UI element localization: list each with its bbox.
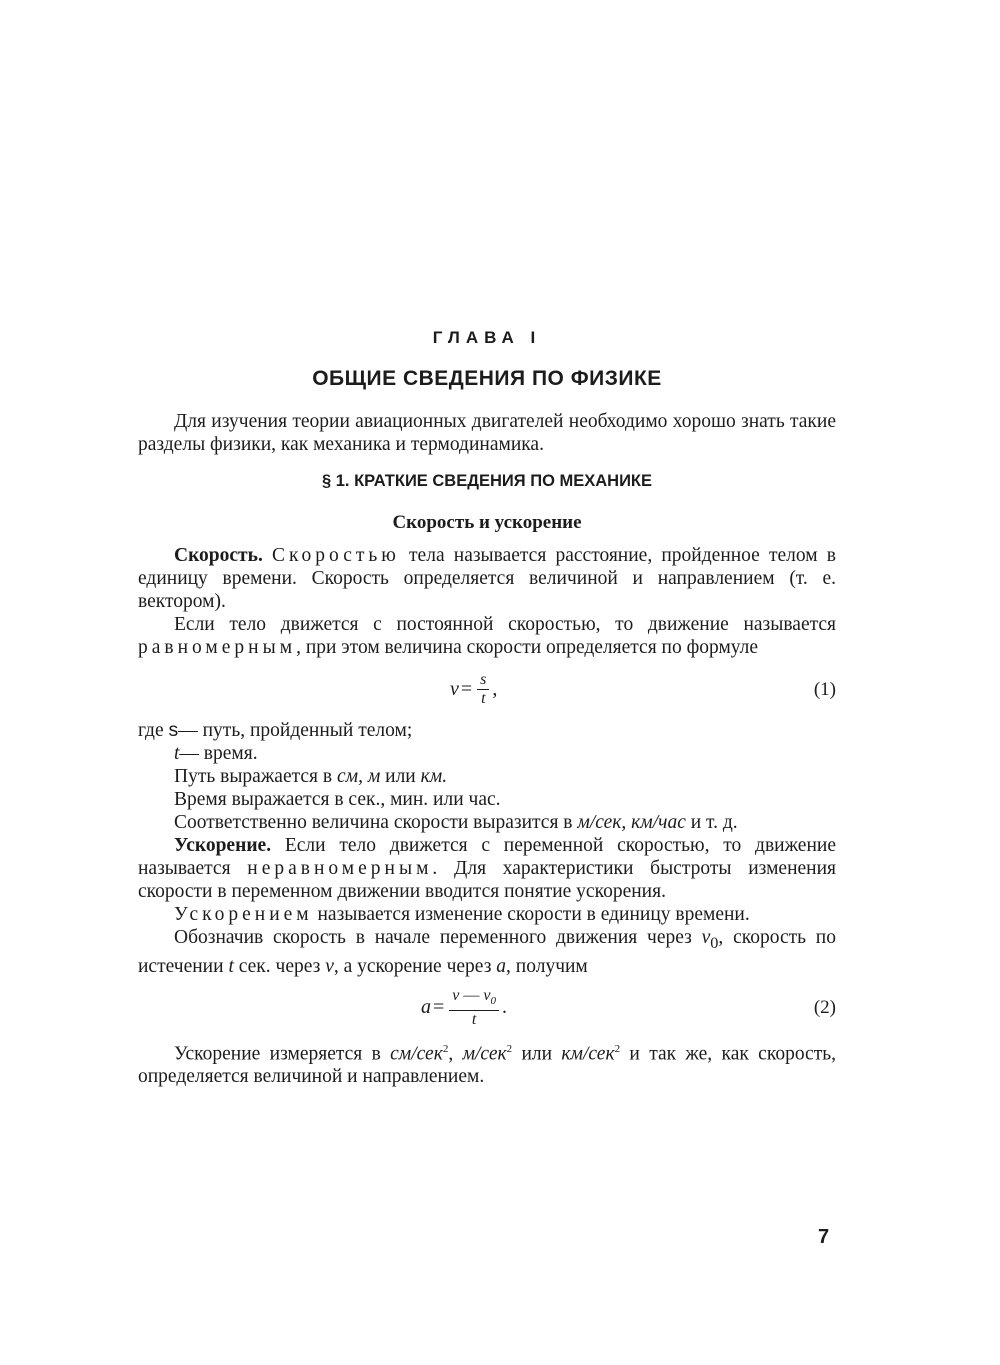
speed-units-text: Соответственно величина скорости выразится в [174, 812, 578, 833]
subsection-title: Скорость и ускорение [392, 512, 582, 533]
time-units-line: Время выражается в сек., мин. или час. [174, 789, 501, 810]
formula-2-tail: . [502, 996, 507, 1019]
velocity-term: Скоростью [272, 545, 400, 566]
speed-units-line [138, 811, 836, 834]
symbol-v0: v [701, 927, 711, 948]
notation-text-2: , скорость по истечении [138, 927, 836, 977]
acceleration-def-text: называется изменение скорости в единицу времени. [312, 904, 750, 925]
acc-unit-3-sup: 2 [614, 1042, 621, 1055]
acceleration-text-2: . Для характеристики быстроты изменения скорости в переменном движении вводится понятие ускорения. [138, 858, 836, 902]
acceleration-runin: Ускорение. [174, 835, 272, 856]
uniform-text-1: Если тело движется с постоянной скоростью, то движение называется [174, 614, 836, 635]
path-units-values: см, м [336, 766, 381, 787]
page-content [138, 326, 836, 1088]
formula-2-num-v0-sub: 0 [490, 994, 496, 1007]
symbol-t-notation: t [228, 955, 234, 977]
uniform-motion-paragraph [138, 613, 836, 659]
acceleration-notation [138, 926, 836, 978]
acceleration-text-1: Если тело движется с переменной скоростью, то движение называется [138, 835, 836, 879]
formula-1-denominator: t [481, 689, 486, 707]
formula-2-row [138, 984, 836, 1032]
equation-number-1: (1) [813, 678, 836, 700]
notation-text-1: Обозначив скорость в начале переменного движения через [174, 927, 702, 948]
symbol-s-desc: — путь, пройденный телом; [178, 720, 413, 741]
formula-1 [450, 665, 497, 713]
page-number: 7 [818, 1226, 830, 1248]
symbol-t: t [174, 743, 180, 764]
symbol-a: a [496, 955, 507, 977]
where-s-line [138, 719, 836, 742]
symbol-t-desc: — время. [179, 743, 258, 764]
acceleration-units [138, 1038, 836, 1089]
where-t-line [138, 742, 836, 765]
acceleration-intro [138, 834, 836, 903]
formula-1-lhs: v [450, 677, 459, 700]
formula-1-tail: , [492, 677, 498, 700]
formula-1-eq: = [460, 677, 473, 700]
where-word: где [138, 720, 164, 741]
nonuniform-term: неравномерным [247, 858, 433, 879]
acc-unit-2: м/сек [462, 1043, 507, 1065]
formula-2-num-v0: v [483, 986, 491, 1004]
intro-paragraph: Для изучения теории авиационных двигателей необходимо хорошо знать такие разделы физики, как механика и термодинамика. [138, 411, 836, 455]
section-title: § 1. КРАТКИЕ СВЕДЕНИЯ ПО МЕХАНИКЕ [321, 472, 653, 490]
path-units-last: км. [420, 766, 448, 787]
speed-units-values: м/сек, км/час [577, 812, 686, 833]
formula-2-numerator [449, 987, 499, 1011]
velocity-definition [138, 544, 836, 613]
formula-2-fraction [449, 987, 499, 1029]
chapter-label: ГЛАВА I [432, 328, 542, 347]
acc-unit-2-sup: 2 [506, 1042, 513, 1055]
equation-number-2: (2) [813, 997, 836, 1019]
symbol-s: s [168, 719, 179, 741]
notation-text-4: , а ускорение через [333, 955, 497, 977]
formula-1-numerator: s [477, 671, 489, 690]
formula-1-row [138, 665, 836, 713]
acc-unit-1-sup: 2 [442, 1042, 449, 1055]
speed-units-tail: и т. д. [685, 812, 738, 833]
formula-1-fraction [477, 671, 489, 708]
notation-text-3: сек. через [233, 955, 326, 977]
symbol-v0-sub: 0 [710, 933, 719, 952]
acc-units-or: или [512, 1043, 562, 1065]
path-units-text: Путь выражается в [174, 766, 337, 787]
acceleration-term: Ускорением [174, 904, 313, 925]
acc-units-sep: , [448, 1043, 463, 1065]
uniform-term: равномерным [138, 637, 297, 658]
acc-unit-1: см/сек [390, 1043, 443, 1065]
path-units-line [138, 765, 836, 788]
velocity-runin: Скорость. [174, 545, 263, 566]
acc-units-text: Ускорение измеряется в [174, 1043, 391, 1065]
velocity-def-text: тела называется расстояние, пройденное телом в единицу времени. Скорость определяется величиной и направлением (т. е. вектором). [138, 545, 836, 612]
acc-unit-3: км/сек [561, 1043, 615, 1065]
formula-2-lhs: a [421, 996, 431, 1019]
formula-2 [421, 984, 507, 1032]
acc-units-tail: и так же, как скорость, определяется величиной и направлением. [138, 1043, 836, 1088]
chapter-title: ОБЩИЕ СВЕДЕНИЯ ПО ФИЗИКЕ [312, 367, 662, 390]
acceleration-definition [138, 903, 836, 926]
path-units-or: или [380, 766, 421, 787]
formula-2-denominator: t [471, 1010, 477, 1028]
notation-text-5: , получим [506, 955, 588, 977]
formula-2-minus: — [459, 986, 484, 1004]
formula-2-num-v: v [452, 986, 460, 1004]
symbol-v: v [325, 955, 334, 977]
formula-2-eq: = [433, 996, 445, 1019]
uniform-text-2: , при этом величина скорости определяется по формуле [296, 637, 759, 658]
